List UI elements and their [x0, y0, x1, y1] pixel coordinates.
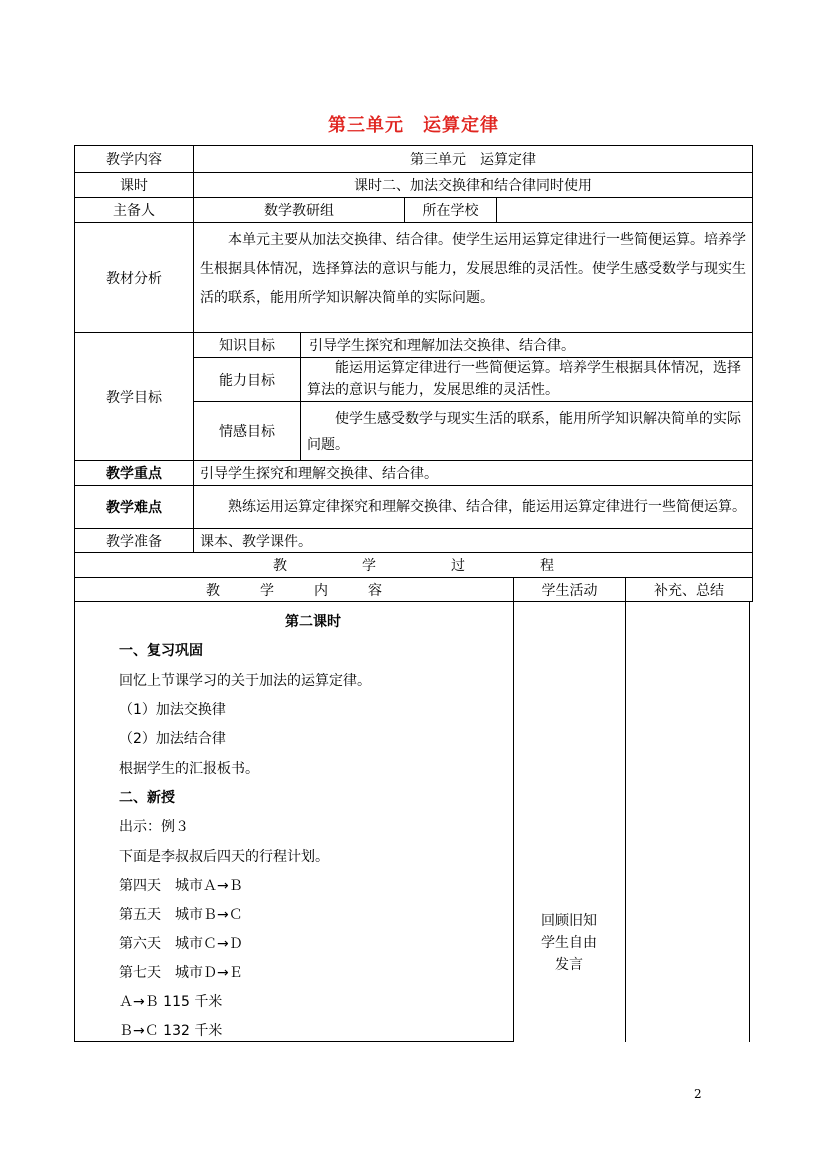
prep-text: 课本、教学课件。	[200, 533, 312, 550]
section-heading: 二、新授	[119, 790, 175, 806]
knowledge-goal-label: 知识目标	[219, 338, 275, 354]
body-line: Ｂ→Ｃ 132 千米	[119, 1023, 223, 1039]
ability-goal-label: 能力目标	[219, 372, 275, 389]
body-line: 出示：例３	[119, 819, 189, 835]
body-line: 第六天 城市Ｃ→Ｄ	[119, 936, 243, 952]
page-title: 第三单元 运算定律	[328, 115, 499, 136]
difficulty-text: 熟练运用运算定律探究和理解交换律、结合律，能运用运算定律进行一些简便运算。	[228, 498, 746, 515]
table-col-line	[513, 577, 514, 1042]
ability-goal-text: 能运用运算定律进行一些简便运算。培养学生根据具体情况，选择算法的意识与能力，发展思维的灵活性。	[307, 360, 741, 398]
body-line: 根据学生的汇报板书。	[119, 761, 259, 777]
analysis-label: 教材分析	[106, 270, 162, 287]
lesson-title: 第二课时	[285, 614, 341, 630]
process-header: 教学过程	[273, 558, 629, 574]
preparer-label: 主备人	[113, 203, 155, 219]
school-value	[497, 198, 752, 222]
key-label: 教学重点	[106, 466, 162, 482]
difficulty-label: 教学难点	[106, 500, 162, 516]
lesson-label: 课时	[120, 178, 148, 194]
page-number: 2	[694, 1087, 702, 1101]
activity-line: 回顾旧知	[541, 913, 597, 929]
col-activity-header: 学生活动	[541, 582, 598, 599]
body-line: 下面是李叔叔后四天的行程计划。	[119, 849, 329, 865]
col-content-header: 教学内容	[206, 582, 422, 599]
lesson-value: 课时二、加法交换律和结合律同时使用	[354, 178, 592, 194]
activity-line: 学生自由	[541, 935, 597, 951]
section-heading: 一、复习巩固	[119, 643, 203, 659]
body-line: Ａ→Ｂ 115 千米	[119, 994, 223, 1010]
goals-label: 教学目标	[106, 389, 162, 406]
prep-label: 教学准备	[106, 533, 162, 550]
body-line: 第五天 城市Ｂ→Ｃ	[119, 907, 243, 923]
table-line	[74, 601, 753, 602]
key-text: 引导学生探究和理解交换律、结合律。	[200, 466, 438, 482]
table-border-right	[752, 145, 753, 602]
emotion-goal-label: 情感目标	[219, 424, 275, 440]
activity-line: 发言	[555, 957, 583, 973]
table-col-line	[625, 577, 626, 1042]
content-label: 教学内容	[106, 152, 162, 168]
content-value: 第三单元 运算定律	[410, 152, 536, 168]
table-border-right	[749, 602, 750, 1042]
body-line: 第七天 城市Ｄ→Ｅ	[119, 965, 243, 981]
school-label: 所在学校	[422, 203, 479, 219]
body-line: 第四天 城市Ａ→Ｂ	[119, 878, 243, 894]
body-line: 回忆上节课学习的关于加法的运算定律。	[119, 673, 371, 689]
knowledge-goal-text: 引导学生探究和理解加法交换律、结合律。	[309, 338, 575, 354]
body-line: （1）加法交换律	[119, 702, 226, 718]
analysis-text: 本单元主要从加法交换律、结合律。使学生运用运算定律进行一些简便运算。培养学生根据具体情况，选择算法的意识与能力，发展思维的灵活性。使学生感受数学与现实生活的联系，能用所学知识解决简单的实际问题。	[200, 232, 746, 306]
preparer-value: 数学教研组	[264, 203, 334, 219]
col-summary-header: 补充、总结	[654, 582, 724, 599]
table-border-bottom	[74, 1041, 514, 1042]
emotion-goal-text: 使学生感受数学与现实生活的联系，能用所学知识解决简单的实际问题。	[307, 411, 741, 453]
body-line: （2）加法结合律	[119, 731, 226, 747]
